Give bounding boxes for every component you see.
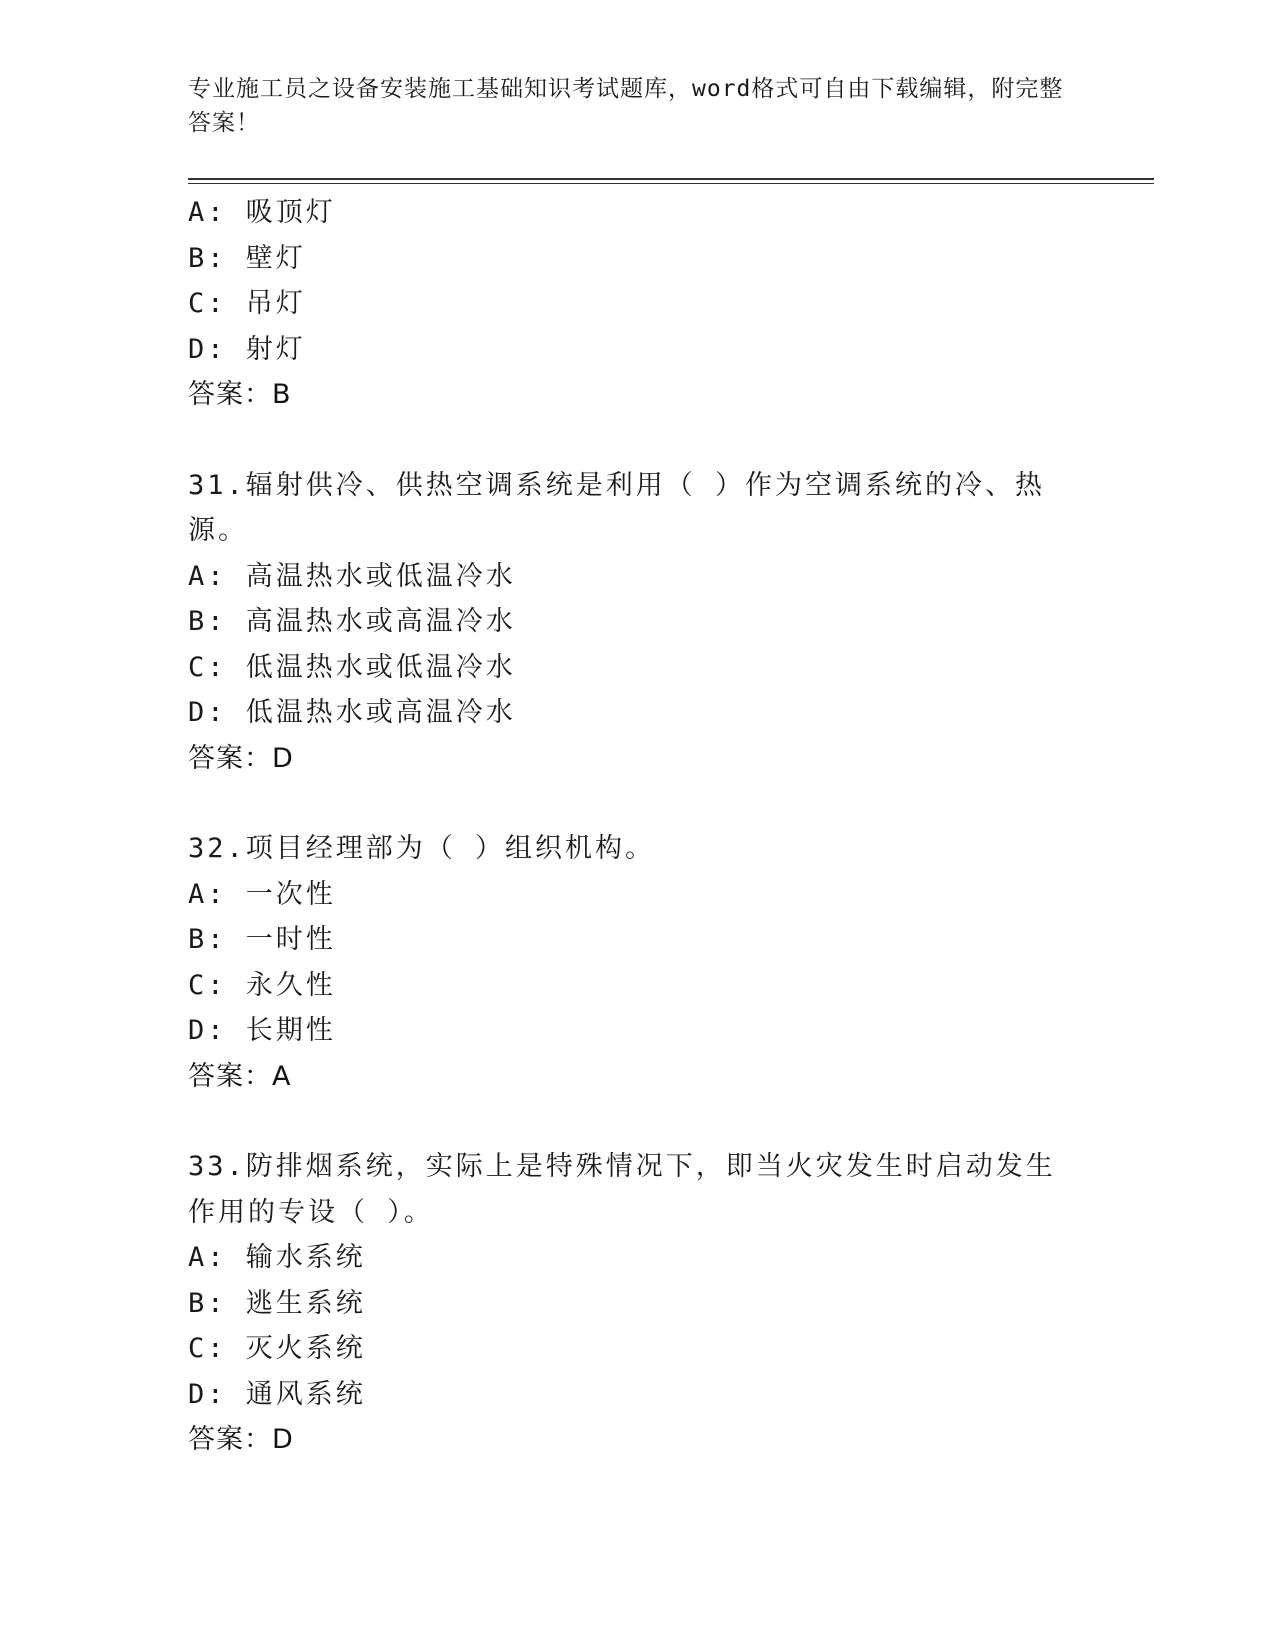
- option-d: D: 射灯: [188, 333, 306, 365]
- question-block-continued: [188, 190, 1148, 418]
- header-divider-thin: [188, 183, 1154, 184]
- question-stem: 31.辐射供冷、供热空调系统是利用（ ）作为空调系统的冷、热源。: [188, 469, 1046, 546]
- option-a: A: 输水系统: [188, 1242, 366, 1273]
- question-block-31: [188, 463, 1148, 782]
- answer-line: 答案：D: [188, 1424, 294, 1455]
- question-stem: 32.项目经理部为（ ）组织机构。: [188, 833, 656, 864]
- option-c: C: 吊灯: [188, 288, 306, 319]
- answer-line: 答案：A: [188, 1060, 292, 1092]
- question-block-33: [188, 1144, 1148, 1463]
- option-d: D: 通风系统: [188, 1378, 366, 1410]
- option-b: B: 一时性: [188, 924, 336, 955]
- answer-line: 答案：B: [188, 379, 292, 410]
- option-c: C: 永久性: [188, 969, 336, 1001]
- option-b: B: 高温热水或高温冷水: [188, 606, 516, 637]
- answer-line: 答案：D: [188, 742, 294, 774]
- option-a: A: 高温热水或低温冷水: [188, 560, 516, 592]
- option-c: C: 灭火系统: [188, 1333, 366, 1364]
- option-d: D: 长期性: [188, 1015, 336, 1046]
- document-header: 专业施工员之设备安装施工基础知识考试题库，word格式可自由下载编辑，附完整答案！: [188, 76, 1064, 136]
- option-a: A: 一次性: [188, 878, 336, 910]
- option-b: B: 逃生系统: [188, 1287, 366, 1319]
- question-stem: 33.防排烟系统，实际上是特殊情况下，即当火灾发生时启动发生作用的专设（ ）。: [188, 1151, 1056, 1228]
- option-c: C: 低温热水或低温冷水: [188, 651, 516, 683]
- question-block-32: [188, 826, 1148, 1099]
- option-b: B: 壁灯: [188, 242, 306, 274]
- option-a: A: 吸顶灯: [188, 197, 336, 228]
- question-list: [188, 190, 1148, 1463]
- header-divider-thick: [188, 178, 1154, 180]
- option-d: D: 低温热水或高温冷水: [188, 697, 516, 728]
